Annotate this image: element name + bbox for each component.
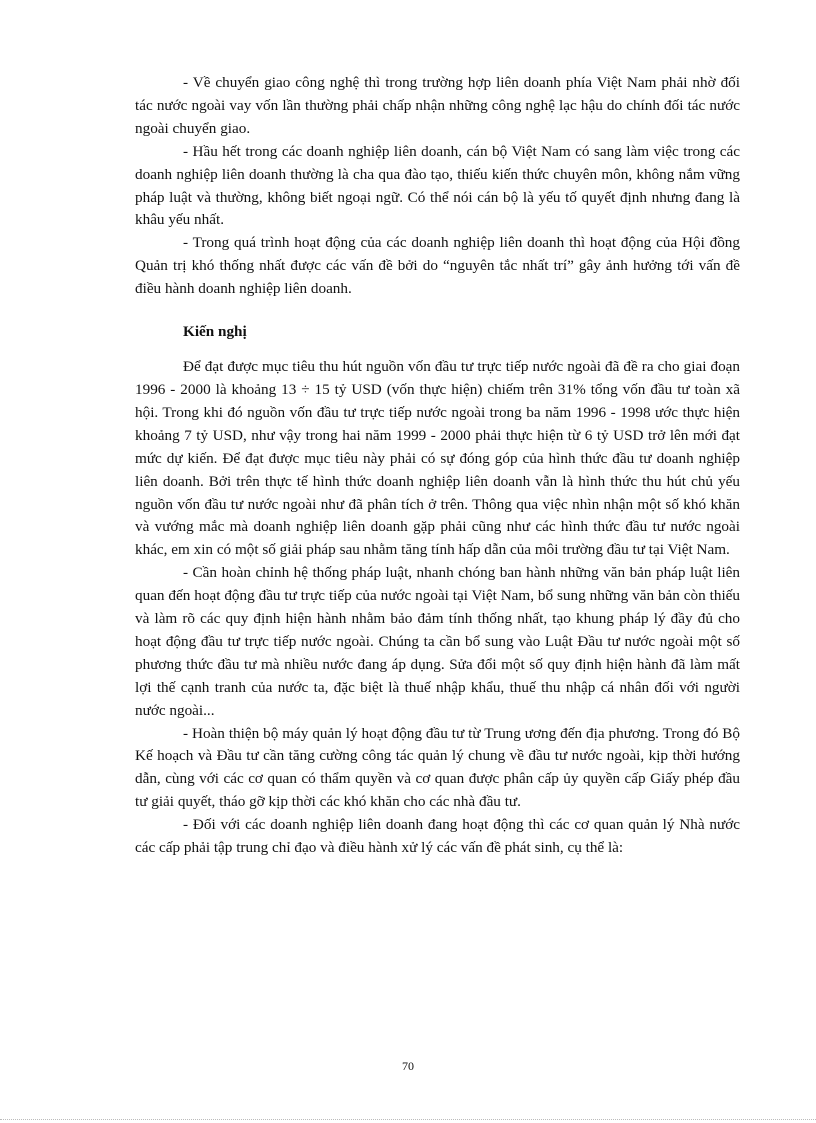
body-text xyxy=(135,72,740,860)
paragraph-joint-ventures: - Đối với các doanh nghiệp liên doanh đang hoạt động thì các cơ quan quản lý Nhà nước các cấp phải tập trung chỉ đạo và điều hành xử lý các vấn đề phát sinh, cụ thể là: xyxy=(135,816,740,857)
paragraph-targets: Để đạt được mục tiêu thu hút nguồn vốn đầu tư trực tiếp nước ngoài đã đề ra cho giai đoạn 1996 - 2000 là khoảng 13 ÷ 15 tỷ USD (vốn thực hiện) chiếm trên 31% tổng vốn đầu tư toàn xã hội. Trong khi đó nguồn vốn đầu tư trực tiếp nước ngoài trong ba năm 1996 - 1998 ước thực hiện khoảng 7 tỷ USD, như vậy trong hai năm 1999 - 2000 phải thực hiện từ 6 tỷ USD trở lên mới đạt mức dự kiến. Để đạt được mục tiêu này phải có sự đóng góp của hình thức đầu tư doanh nghiệp liên doanh. Bởi trên thực tế hình thức doanh nghiệp liên doanh vẫn là hình thức thu hút chủ yếu nguồn vốn đầu tư nước ngoài như đã phân tích ở trên. Thông qua việc nhìn nhận một số khó khăn và vướng mắc mà doanh nghiệp liên doanh gặp phải cũng như các hình thức đầu tư nước ngoài khác, em xin có một số giải pháp sau nhằm tăng tính hấp dẫn của môi trường đầu tư tại Việt Nam. xyxy=(135,358,740,559)
paragraph-staff: - Hầu hết trong các doanh nghiệp liên doanh, cán bộ Việt Nam có sang làm việc trong các doanh nghiệp liên doanh thường là cha qua đào tạo, thiếu kiến thức chuyên môn, không nắm vững pháp luật và thường, không biết ngoại ngữ. Có thể nói cán bộ là yếu tố quyết định nhưng đang là khâu yếu nhất. xyxy=(135,142,740,229)
page-number: 70 xyxy=(402,1059,414,1073)
paragraph-legal-system: - Cần hoàn chỉnh hệ thống pháp luật, nhanh chóng ban hành những văn bản pháp luật liên quan đến hoạt động đầu tư trực tiếp của nước ngoài tại Việt Nam, bổ sung những văn bản còn thiếu và làm rõ các quy định hiện hành nhằm bảo đảm tính thống nhất, tạo khung pháp lý đầy đủ cho hoạt động đầu tư trực tiếp nước ngoài. Chúng ta cần bổ sung vào Luật Đầu tư nước ngoài một số phương thức đầu tư mà nhiều nước đang áp dụng. Sửa đổi một số quy định hiện hành đã làm mất lợi thế cạnh tranh của nước ta, đặc biệt là thuế nhập khẩu, thuế thu nhập cá nhân đối với người nước ngoài... xyxy=(135,564,740,719)
page-bottom-border xyxy=(0,1119,816,1120)
paragraph-technology-transfer: - Về chuyển giao công nghệ thì trong trường hợp liên doanh phía Việt Nam phải nhờ đối tác nước ngoài vay vốn lần thường phải chấp nhận những công nghệ lạc hậu do chính đối tác nước ngoài chuyển giao. xyxy=(135,74,740,137)
paragraph-management: - Hoàn thiện bộ máy quản lý hoạt động đầu tư từ Trung ương đến địa phương. Trong đó Bộ Kế hoạch và Đầu tư cần tăng cường công tác quản lý chung về đầu tư nước ngoài, kịp thời hướng dẫn, cùng với các cơ quan có thẩm quyền và cơ quan được phân cấp ủy quyền cấp Giấy phép đầu tư giải quyết, tháo gỡ kịp thời các khó khăn cho các nhà đầu tư. xyxy=(135,724,740,811)
section-heading: Kiến nghị xyxy=(183,323,247,341)
paragraph-board: - Trong quá trình hoạt động của các doanh nghiệp liên doanh thì hoạt động của Hội đồng Quản trị khó thống nhất được các vấn đề bởi do “nguyên tắc nhất trí” gây ảnh hưởng tới vấn đề điều hành doanh nghiệp liên doanh. xyxy=(135,234,740,298)
